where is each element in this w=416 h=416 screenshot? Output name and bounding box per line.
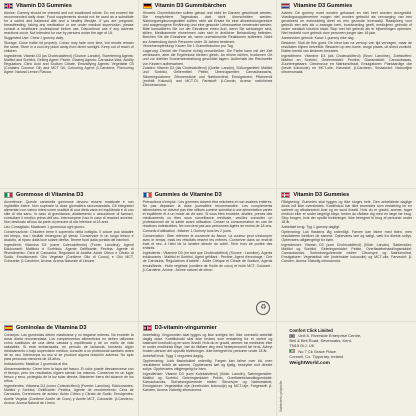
ingredients-text: Ingredienser: Vitamin D3 (som Cholecalciferol) (Kilde: Lanolin), Sødemidler: Maltitol og Sorbitol, Geleringsmiddel: Pektin, Overfladebehandlingsmiddel: Carnaubavoks, Surhedsregulerende midler: Citronsyre og Natriumcitrat, Emulgatorer: Vegetabilsk olie (indeholder kokosolie) og MCT-olie, Farvestof: β-Caroten, Aroma: Naturlig citronaroma. (281, 242, 412, 264)
address-line: Connell, Co. Tipperary, Ireland (289, 353, 344, 359)
storage-text: Storage: Close bottle lid properly. Colour may fade over time, but results remain the same. Store in a cool dry place away from direct sunlight. Keep out of reach of children. (4, 40, 134, 54)
storage-text: Opbevaring: Luk flaskens låg ordentligt. Farven kan falme med tiden, men resultaterne forbliver de samme. Opbevares tørt og køligt, væk fra direkte sollys. Opbevares utilgængeligt for børn. (281, 229, 412, 243)
section-dk (277, 189, 416, 322)
ireland-flag-icon (289, 349, 295, 353)
section-title: D3-vitamin-vingummier (154, 325, 217, 331)
advice-text: Advies: De gummy moet worden gekauwd en niet heel worden doorgeslikt. Voedingssupplementen mogen niet worden gebruikt als vervanging van een gevarieerd en evenwichtig dieet en een gezonde levensstijl. Raadpleeg voor gebruik een arts als u zwanger bent, borstvoeding geeft, medicijnen gebruikt of onder medisch toezicht staat. Stop met het gebruik als er bijwerkingen optreden. Niet bedoeld voor gebruik door personen jonger dan 18 jaar. (281, 10, 412, 36)
section-title: Vitamin D3 Gummibärchen (154, 3, 227, 9)
italy-flag-icon (4, 192, 13, 198)
netherlands-flag-icon (281, 3, 290, 9)
suggested-use-text: Conseils d'utilisation : Mâcher 1 Gummy tous les 2 jours. (142, 229, 232, 234)
france-flag-icon (143, 192, 152, 198)
ingredients-text: Ingredienti: Vitamina D3 (come Colecalciferolo) (Fonte: Lanolina), Agenti Edulcoranti: Maltitolo e Sorbitolo, Agente Gelificante: Pectina, Agente di Rivestimento: Cera di Carnauba, Regolatori di Acidità: Acido Citrico e Citrato di Sodio, Emulsionanti: Olio Vegetale (Contiene Olio di Cocco) e Olio MCT, Colorante: β-Carotene, Aroma: Aroma Naturale di Limone. (4, 242, 134, 264)
suggested-use-text: Suggested Use: Chew 1 gummy daily. (4, 36, 64, 41)
storage-text: Lagerung: Deckel der Flasche richtig verschließen. Die Farbe kann mit der Zeit verblassen, aber die Ergebnisse bleiben gleich. An einem kühlen, trockenen Ort und vor direkter Sonneneinstrahlung geschützt lagern. Außerhalb der Reichweite von Kindern aufbewahren. (142, 49, 273, 66)
suggested-use-text: Anbefalt bruk: Tygg 1 vingummi daglig. (142, 353, 204, 358)
section-fr (139, 189, 278, 322)
recycle-icon: ♻ (256, 301, 270, 315)
advice-text: Advice: Gummy should be chewed and not swallowed whole. Do not exceed the recommended daily dose. Food supplements should not be used as a substitute for a varied and balanced diet and a healthy lifestyle. If you are pregnant, breastfeeding, taking any medication or are under medical supervision, please consult a healthcare professional before use. Discontinue use if any adverse reactions occur. Not intended for use by persons under the age of 18. (4, 10, 134, 36)
advice-text: Rådgivning: Gummies skal tygges og ikke sluges hele. Den anbefalede daglige dosis må ikke overskrides. Kosttilskud bør ikke anvendes som erstatning for en varieret og afbalanceret kost og en sund livsstil. Hvis du er gravid, ammer, tager medicin eller er under lægeligt tilsyn, bedes du rådføre dig med en læge før brug. Stop brugen, hvis der opstår bivirkninger. Ikke beregnet til brug af personer under 18 år. (281, 199, 412, 225)
suggested-use-text: Uso Consigliato: Masticare 1 gommosa ogni giorno. (4, 225, 86, 230)
distributor-name: Comfort Click Limited (289, 328, 333, 333)
suggested-use-text: Verzehrempfehlung: Kauen Sie 1 Gummibärchen pro Tag. (142, 44, 234, 49)
suggested-use-text: Aanbevolen gebruik: Kauw 1 gummy elke dag. (281, 36, 355, 41)
ingredients-text: Ingrédients : Vitamine D3 (en tant que Cholécalciférol) (Source : Lanoline), Agents édulcorants : Maltitol et Sorbitol, Agent gélifiant : Pectine, Agent d'enrobage : Cire de Carnauba, Régulateurs d'acidité : Acide Citrique et Citrate de Sodium, Agents émulsifiants : Huile végétale (contient de l'huile de coco) et huile MCT, Colorant : β-Carotène, Arôme : Arôme naturel de citron. (142, 251, 273, 272)
section-title: Vitamin D3 Gummies (293, 192, 350, 198)
ingredients-text: Zutaten: Vitamin D3 (als Cholecalciferol) (Quelle: Lanolin), Süßungsmittel: Maltitol und Sorbitol, Geliermittel: Pektin, Überzugsmittel: Carnaubawachs, Säureregulatoren: Zitronensäure und Natriumcitrat, Emulgatoren: Pflanzenöl (enthält Kokosöl) und MCT-Öl, Farbstoff: β-Carotin, Aroma: natürliches Zitronenaroma. (142, 66, 273, 87)
germany-flag-icon (143, 3, 152, 9)
norway-flag-icon (143, 325, 152, 331)
address-line: Bell & Bell Road, Sevenoaks, Kent, (289, 338, 352, 344)
advice-text: Précautions d'emploi : Les gommes doivent être mâchées et non avalées entières. Ne pas dépasser la dose journalière recommandée. Les compléments alimentaires ne doivent pas être utilisés comme substitut à une alimentation variée et équilibrée et à un mode de vie sain. Si vous êtes enceinte, allaitez, prenez des médicaments ou êtes sous surveillance médicale, veuillez consulter un professionnel de la santé avant utilisation. Cesser la consommation en cas de réactions indésirables. Ne convient pas aux personnes âgées de moins de 18 ans. (142, 199, 273, 229)
suggested-use-text: Anbefalet brug: Tyg 1 gummy dagligt. (281, 225, 341, 230)
storage-text: Almacenamiento: Cierre bien la tapa del frasco. El color puede desvanecerse con el tiempo, pero los resultados siguen siendo los mismos. Conservar en un lugar fresco y seco, protegido de la luz solar directa. Mantener fuera del alcance de los niños. (4, 366, 134, 384)
suggested-use-text: Indicaciones: Masticar 1 gominola al día. (4, 362, 69, 367)
section-no (139, 322, 278, 416)
website-link[interactable]: WeightWorld.com (289, 361, 330, 367)
section-de (139, 0, 278, 189)
address-line: No 7 Ck Grace Place (298, 348, 336, 354)
ingredients-text: Ingrediënten: Vitamine D3 (als Cholecalciferol) (Bron: Lanoline), Zoetstoffen: Maltitol en Sorbitol, Geleermiddel: Pectine, Glansmiddel: Carnaubawas, Zuurteregelaars: Citroenzuur en Natriumcitraat, Emulgatoren: Plantaardige olie (bevat kokosolie) en MCT-olie, Kleurstof: β-Caroteen, Smaakstof: Natuurlijke citroensmaak. (281, 53, 412, 75)
storage-text: Conservation : Bien refermer le couvercle du flacon. La couleur peut s'estomper avec le temps, mais les résultats restent les mêmes. Conserver dans un endroit frais et sec, à l'abri de la lumière directe du soleil. Tenir hors de portée des enfants. (142, 233, 273, 251)
section-title: Gominolas de Vitamina D3 (16, 325, 87, 331)
ingredients-text: Ingredients: Vitamin D3 (as Cholecalciferol) (Source: Lanolin), Sweetening Agents: Maltitol and Sorbitol, Gelling Agent: Pectin, Glazing Agents: Carnauba Wax, Acidity Regulators: Citric Acid and Sodium Citrate, Emulsifying Agents: Vegetable Oil (Contains Coconut Oil) and MCT Oil, Colouring Agent: β-Carotene, Flavouring Agent: Natural Lemon Flavour. (4, 53, 134, 75)
address-line: TN15 0LJ, UK (289, 343, 315, 349)
section-title: Vitamin D3 Gummies (16, 3, 72, 9)
storage-text: Bewaren: Sluit de fles goed. De kleur kan na verloop van tijd vervagen, maar de resultaten blijven hetzelfde. Bewaren op een koele, droge plaats, uit direct zonlicht. Buiten bereik van kinderen bewaren. (281, 40, 412, 54)
vertical-text: Valmistettu yrityksille (279, 380, 284, 412)
denmark-flag-icon (281, 192, 290, 198)
address-line: Unit 8, Riverside Enterprise Centre, (298, 333, 362, 338)
advice-text: Hinweis: Gummibärchen sollten gekaut und nicht im Ganzen geschluckt werden. Die empfohlene Tagesdosis darf nicht überschritten werden. Nahrungsergänzungsmittel sollten nicht als Ersatz für eine abwechslungsreiche und ausgewogene Ernährung und eine gesunde Lebensweise verwendet werden. Bitte konsultieren Sie vor der Einnahme einen Arzt, wenn Sie schwanger sind, stillen, Medikamente einnehmen oder sich in ärztlicher Behandlung befinden. Brechen Sie die Einnahme ab, wenn unerwünschte Reaktionen auftreten. Nicht zur Anwendung durch Personen unter 18 Jahren bestimmt. (142, 10, 273, 44)
section-es (0, 322, 139, 416)
distributor-info (277, 322, 416, 416)
uk-flag-icon (289, 334, 295, 338)
uk-flag-icon (4, 3, 13, 9)
advice-text: Avvertenze: Queste caramelle gommose devono essere masticate e non inghiottite intere. Non superare la dose giornaliera raccomandata. Gli integratori alimentari non vanno intesi come sostituti di una dieta varia ed equilibrata e di uno stile di vita sano. In caso di gravidanza, allattamento o assunzione di farmaci, consultare il medico prima dell'uso. Interrompere l'uso in caso di reazioni avverse. Non destinato all'uso da parte di persone di età inferiore ai 18 anni. (4, 199, 134, 225)
section-title: Gummies de Vitamine D3 (154, 192, 222, 198)
storage-text: Conservazione: Chiudere bene il coperchio della bottiglia. Il colore può sbiadire nel tempo, ma i risultati rimangono gli stessi. Conservare in un luogo fresco e asciutto, al riparo dalla luce solare diretta. Tenere fuori dalla portata dei bambini. (4, 229, 134, 243)
ingredients-text: Ingredienser: Vitamin D3 (som Kolekalsiferol) (Kilde: Lanolin), Søtningsmidler: Maltitol og Sorbitol, Geleringsmiddel: Pektin, Overflatebehandlingsmiddel: Karnaubavoks, Surhetsregulerende midler: Sitronsyre og Natriumsitrat, Emulgatorer: Vegetabilsk olje (inneholder kokosolje) og MCT-olje, Fargestoff: β-Karoten, Aroma: Naturlig sitronaroma. (142, 371, 273, 393)
section-title: Gommose di Vitamina D3 (16, 192, 84, 198)
advice-text: Consejos: Las gominolas deben masticarse y no tragarse enteras. No exceder la dosis diaria recomendada. Los complementos alimenticios no deben utilizarse como sustitutos de una dieta variada y equilibrada y de un estilo de vida saludable. Si está embarazada, en período de lactancia, tomando algún medicamento o bajo supervisión médica, consulte a un profesional sanitario antes de su uso. Interrumpa su uso si se produce alguna reacción adversa. No apto para personas menores de 18 años. (4, 332, 134, 362)
section-title: Vitamine D3 Gummies (293, 3, 353, 9)
ingredients-text: Ingredientes: Vitamina D3 (como Colecalciferol) (Fuente: Lanolina), Edulcorantes: Maltitol y Sorbitol, Gelificante: Pectina, Agente de recubrimiento: Cera de Carnauba, Correctores de acidez: Ácido Cítrico y Citrato de Sodio, Emulgentes: Aceite Vegetal (Contiene Aceite de Coco) y Aceite MCT, Colorante: β-Caroteno, Aroma: Aroma Natural de Limón. (4, 384, 134, 405)
spain-flag-icon (4, 325, 13, 331)
section-it (0, 189, 139, 322)
advice-text: Anbefaling: Vingummien skal tygges og ikke svelges hel. Ikke overskrid anbefalt daglig dose. Kosttilskudd skal ikke brukes som erstatning for et variert og balansert kosthold og en sunn livsstil. Hvis du er gravid, ammer, tar medisiner eller er under medisinsk tilsyn, bør du rådføre deg med helsepersonell før bruk. Avbryt bruken dersom det oppstår bivirkninger. Ikke beregnet for personer under 18 år. (142, 332, 273, 354)
section-nl (277, 0, 416, 189)
section-en (0, 0, 139, 189)
storage-text: Oppbevaring: Lukk flaskelokket ordentlig. Fargen kan falme over tid, men resultatene forblir de samme. Oppbevares tørt og kjølig, beskyttet mot direkte sollys. Oppbevares utilgjengelig for barn. (142, 358, 273, 371)
